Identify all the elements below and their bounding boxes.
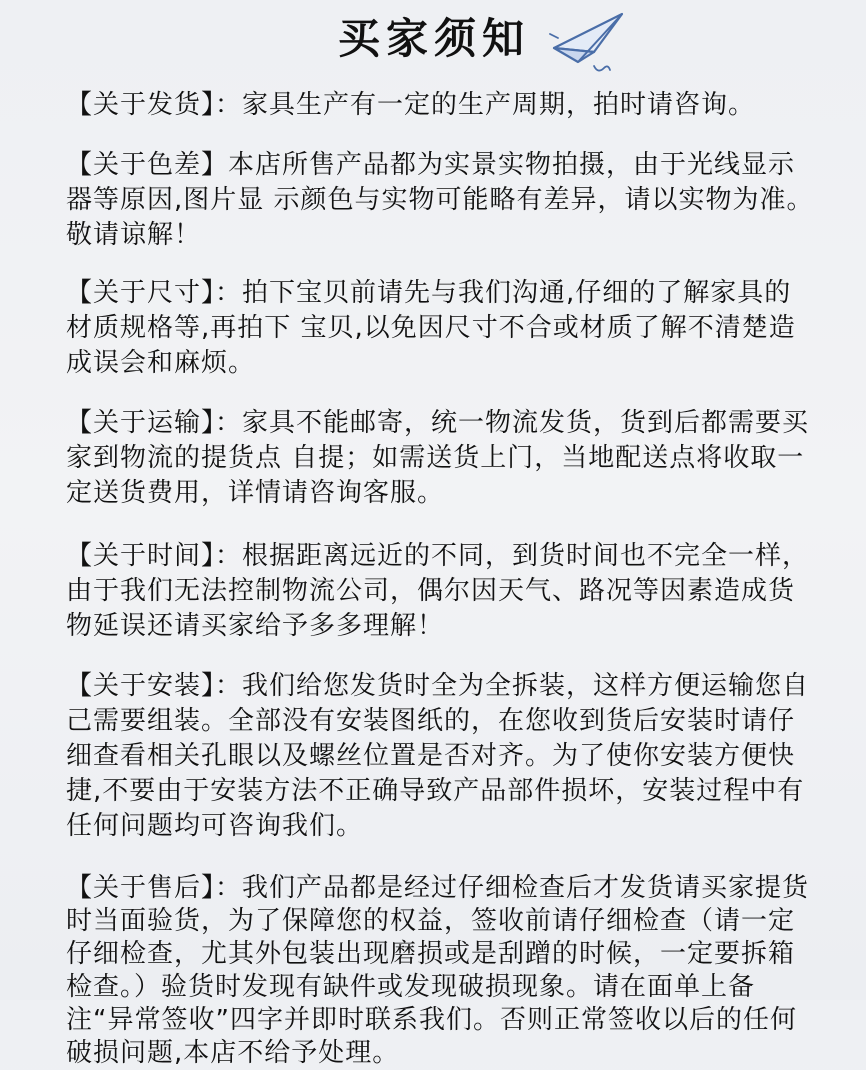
section-size (66, 276, 818, 381)
section-body: ：我们给您发货时全为全拆装，这样方便运输您自己需要组装。全部没有安装图纸的，在您收到货后安装时请仔细查看相关孔眼以及螺丝位置是否对齐。为了使你安装方便快捷,不要由于安装方法不正确导致产品部件损坏，安装过程中有任何问题均可咨询我们。 (66, 671, 810, 841)
section-heading: 【关于安装】 (66, 671, 216, 701)
section-heading: 【关于发货】 (66, 90, 216, 120)
section-body: ：家具不能邮寄，统一物流发货，货到后都需要买家到物流的提货点 自提；如需送货上门，当地配送点将收取一定送货费用，详情请咨询客服。 (66, 408, 810, 508)
section-body: 本店所售产品都为实景实物拍摄，由于光线显示器等原因,图片显 示颜色与实物可能略有差异，请以实物为准。敬请谅解！ (66, 150, 814, 250)
section-time (66, 539, 818, 644)
header (0, 8, 866, 70)
section-color-difference (66, 148, 818, 253)
paper-plane-icon (548, 8, 628, 78)
section-body: ：根据距离远近的不同，到货时间也不完全一样，由于我们无法控制物流公司，偶尔因天气、路况等因素造成货物延误还请买家给予多多理解！ (66, 541, 810, 641)
section-transport (66, 406, 818, 511)
page-title: 买家须知 (338, 14, 531, 63)
notice-content (66, 88, 818, 1070)
section-heading: 【关于时间】 (66, 541, 216, 571)
section-after-sales (66, 872, 818, 1070)
section-shipping (66, 88, 818, 123)
section-body: ：家具生产有一定的生产周期，拍时请咨询。 (215, 90, 756, 120)
section-installation (66, 669, 818, 844)
section-heading: 【关于售后】 (66, 873, 216, 903)
section-heading: 【关于运输】 (66, 408, 216, 438)
section-body: ：我们产品都是经过仔细检查后才发货请买家提货时当面验货，为了保障您的权益，签收前请仔细检查（请一定仔细检查，尤其外包装出现磨损或是刮蹭的时候，一定要拆箱检查。）验货时发现有缺件或发现破损现象。请在面单上备注“异常签收”四字并即时联系我们。否则正常签收以后的任何破损问题,本店不给予处理。 (66, 873, 810, 1068)
section-heading: 【关于色差】 (66, 150, 229, 180)
section-heading: 【关于尺寸】 (66, 278, 216, 308)
section-body: ：拍下宝贝前请先与我们沟通,仔细的了解家具的材质规格等,再拍下 宝贝,以免因尺寸不合或材质了解不清楚造成误会和麻烦。 (66, 278, 796, 378)
